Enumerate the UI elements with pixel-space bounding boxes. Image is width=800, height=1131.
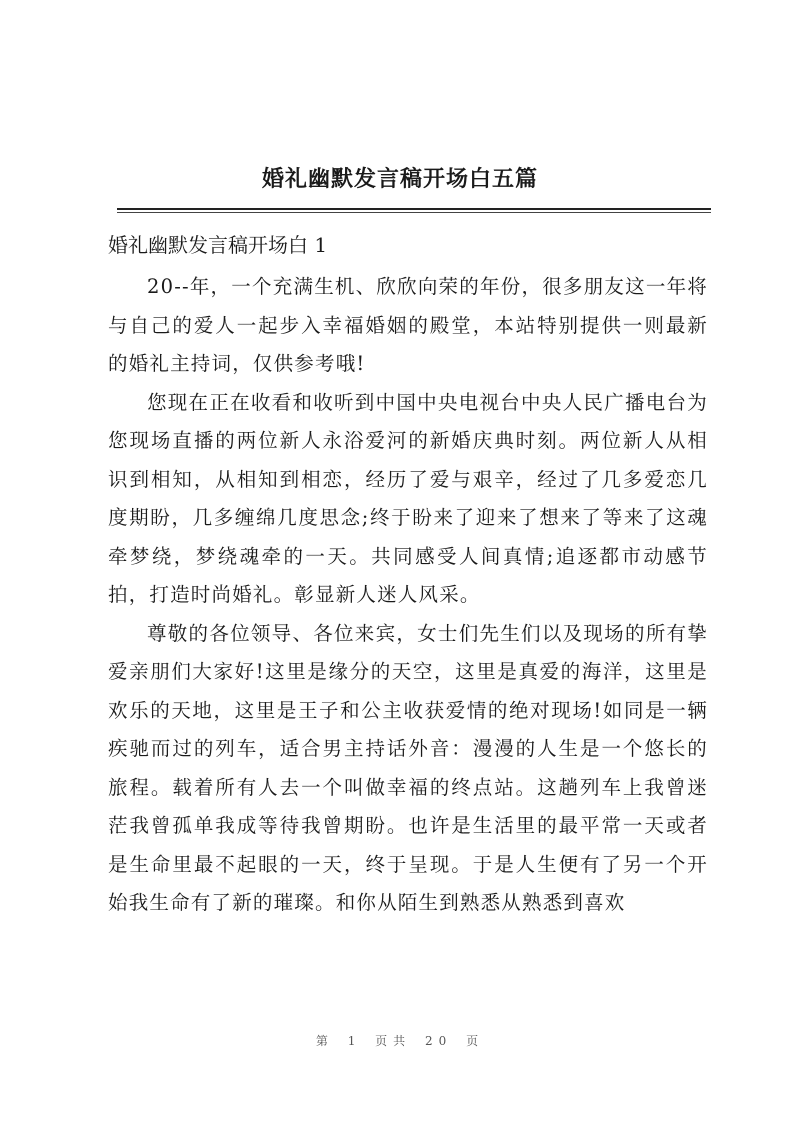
section-heading: 婚礼幽默发言稿开场白 1: [108, 233, 328, 257]
paragraph-3: 尊敬的各位领导、各位来宾，女士们先生们以及现场的所有挚爱亲朋们大家好!这里是缘分的天空，这里是真爱的海洋，这里是欢乐的天地，这里是王子和公主收获爱情的绝对现场!如同是一辆疾驰而过的列车，适合男主持话外音：漫漫的人生是一个悠长的旅程。载着所有人去一个叫做幸福的终点站。这趟列车上我曾迷茫我曾孤单我成等待我曾期盼。也许是生活里的最平常一天或者是生命里最不起眼的一天，终于呈现。于是人生便有了另一个开始我生命有了新的璀璨。和你从陌生到熟悉从熟悉到喜欢: [108, 621, 708, 914]
document-body: [108, 268, 708, 923]
title-divider-thin: [117, 212, 711, 213]
paragraph-2: 您现在正在收看和收听到中国中央电视台中央人民广播电台为您现场直播的两位新人永浴爱河的新婚庆典时刻。两位新人从相识到相知，从相知到相恋，经历了爱与艰辛，经过了几多爱恋几度期盼，几多缠绵几度思念;终于盼来了迎来了想来了等来了这魂牵梦绕，梦绕魂牵的一天。共同感受人间真情;追逐都市动感节拍，打造时尚婚礼。彰显新人迷人风采。: [108, 390, 708, 606]
title-divider: [117, 208, 711, 210]
document-title: 婚礼幽默发言稿开场白五篇: [261, 166, 538, 192]
paragraph-1: 20--年，一个充满生机、欣欣向荣的年份，很多朋友这一年将与自己的爱人一起步入幸福婚姻的殿堂，本站特别提供一则最新的婚礼主持词，仅供参考哦!: [108, 275, 708, 375]
page-footer: 第 1 页共 20 页: [315, 1034, 485, 1048]
